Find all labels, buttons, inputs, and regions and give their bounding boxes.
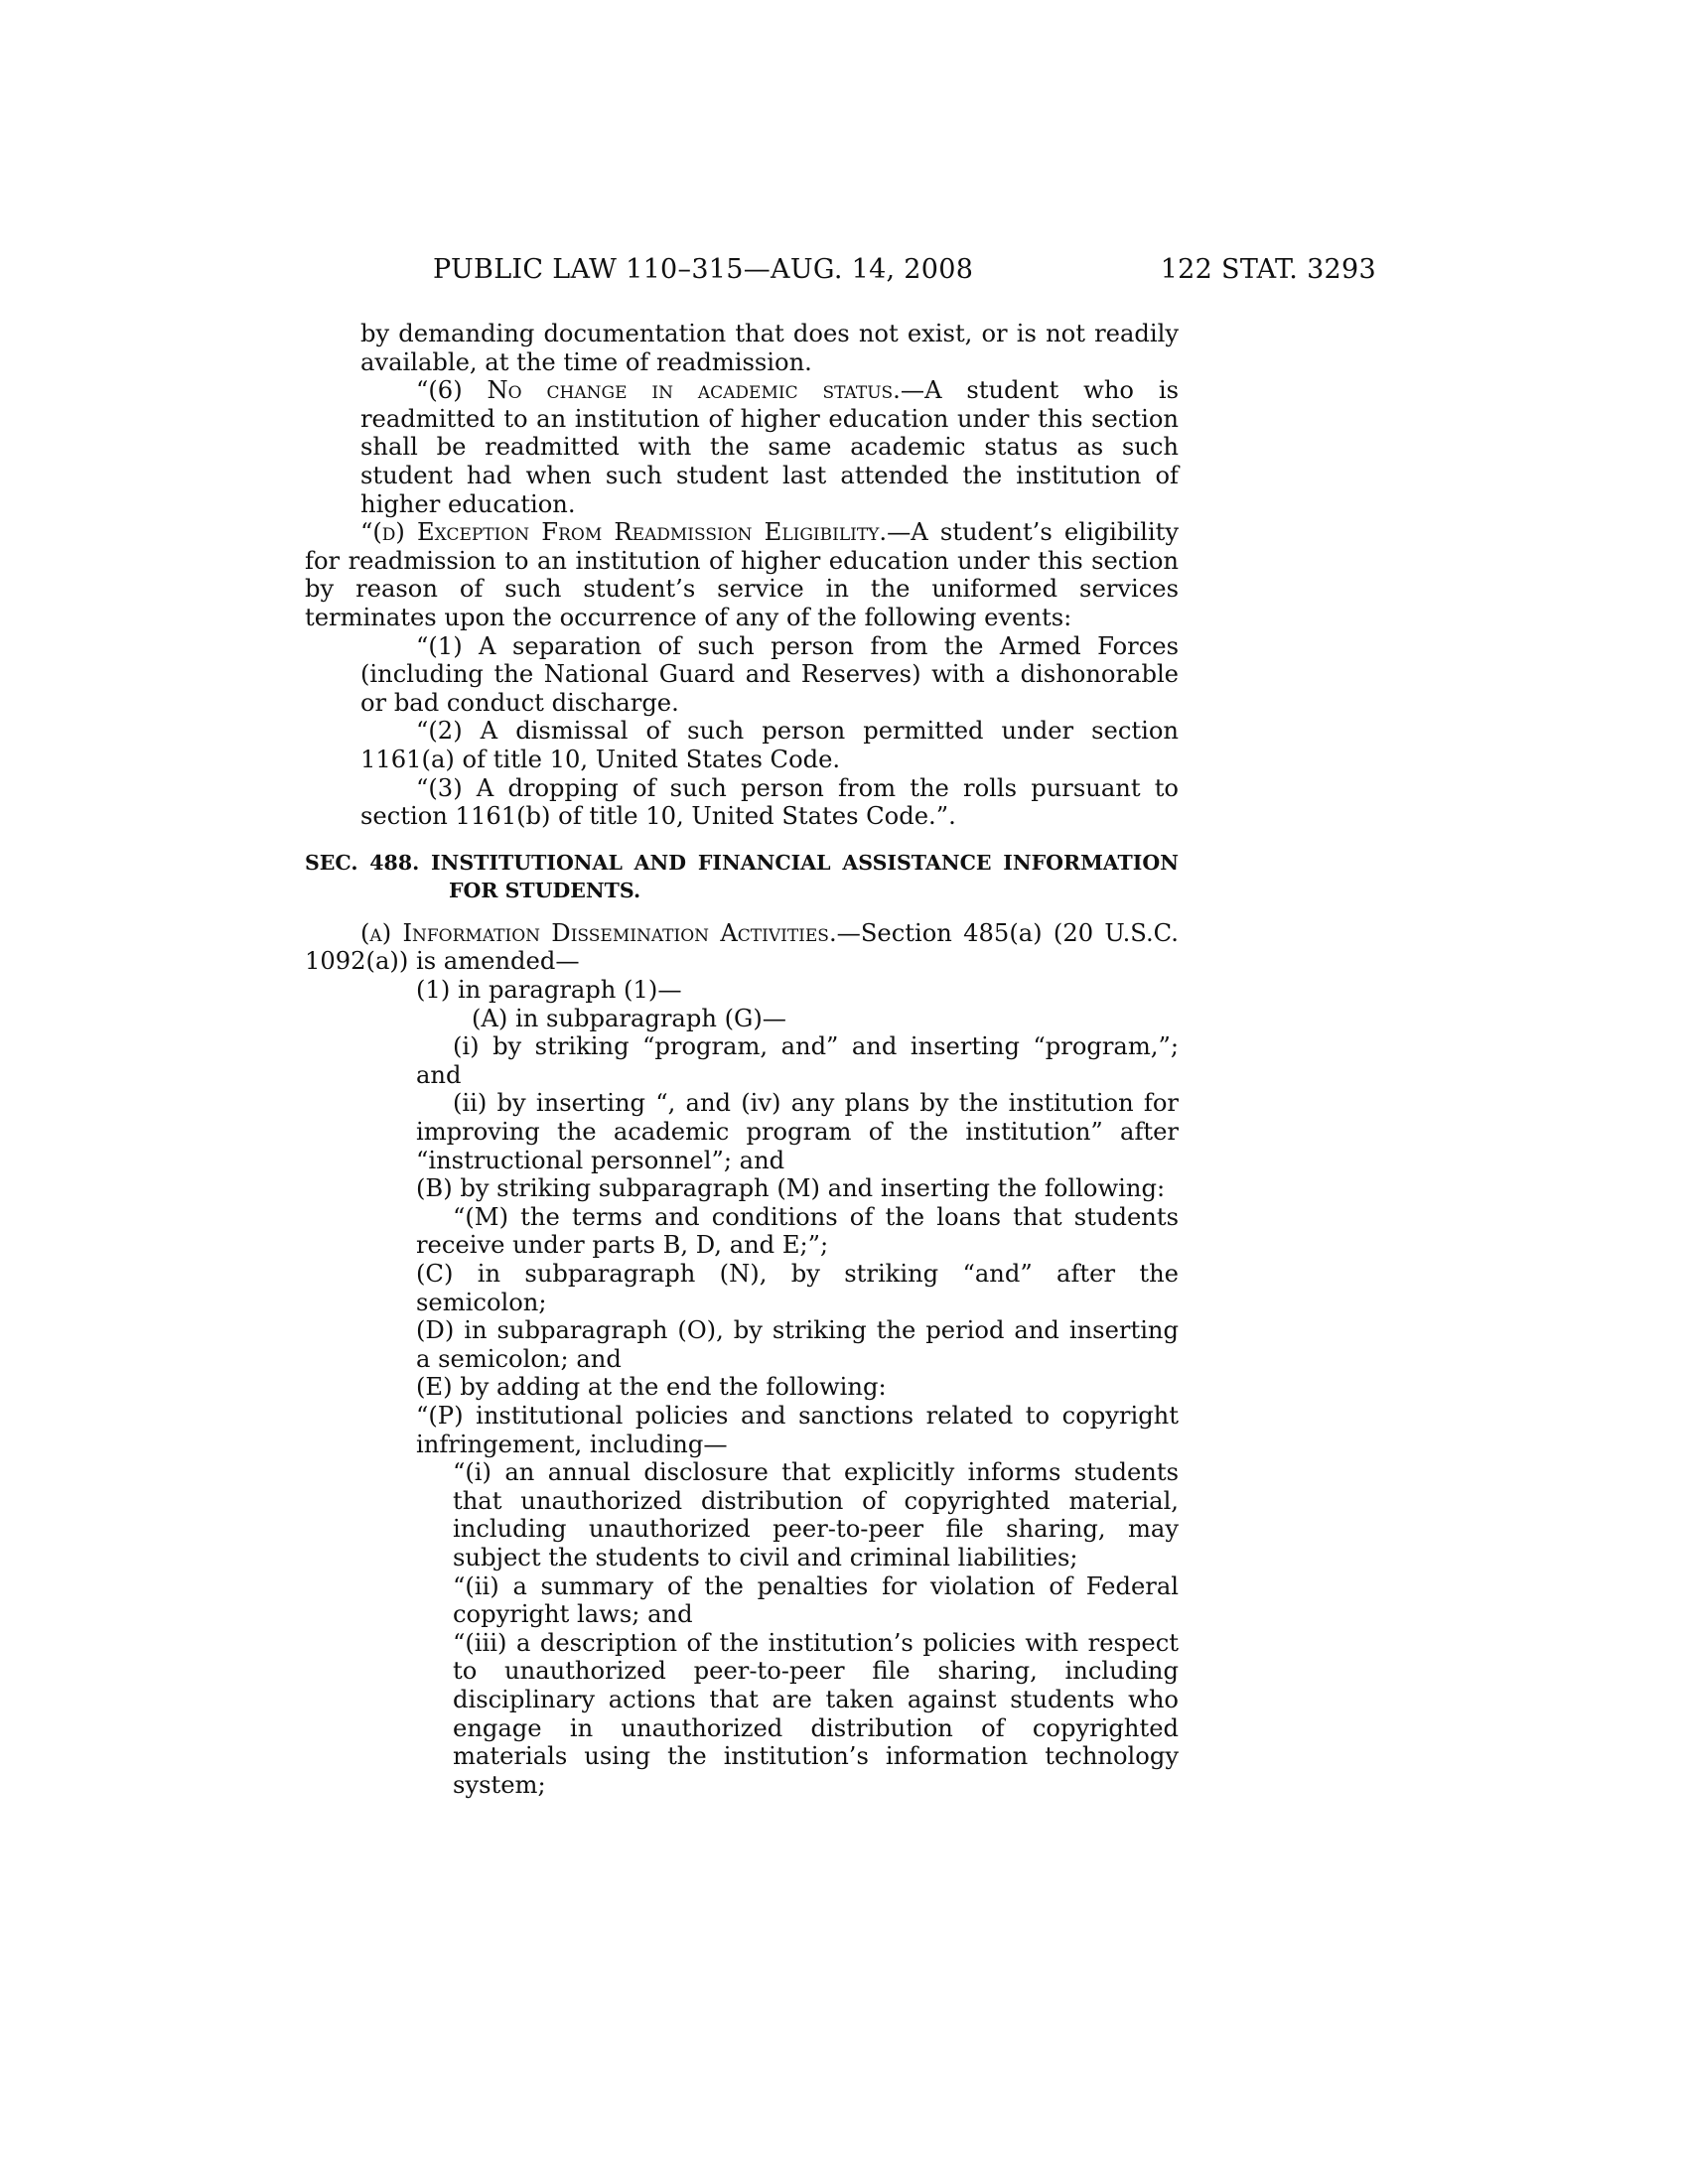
subsection-a-text: —Section 485(a) (20 U.S.C. 1092(a)) is amended— — [305, 918, 1179, 976]
item-P: “(P) institutional policies and sanctions related to copyright infringement, including— — [416, 1401, 1179, 1458]
subsection-d-heading: “(d) Exception From Readmission Eligibility. — [360, 518, 888, 547]
paragraph-6-text: —A student who is readmitted to an institution of higher education under this section shall be readmitted with the same academic status as such student had when such student last attended the institution of higher education. — [360, 376, 1179, 518]
item-D: (D) in subparagraph (O), by striking the period and inserting a semicolon; and — [416, 1316, 1179, 1373]
running-header — [433, 245, 1376, 295]
event-2: “(2) A dismissal of such person permitted under section 1161(a) of title 10, United States Code. — [360, 717, 1179, 773]
item-A-i: (i) by striking “program, and” and inserting “program,”; and — [416, 1032, 1179, 1089]
item-A: (A) in subparagraph (G)— — [472, 1004, 786, 1032]
paragraph-6 — [305, 376, 1179, 518]
document-body — [305, 320, 1179, 1799]
section-heading: SEC. 488. INSTITUTIONAL AND FINANCIAL ASSISTANCE INFORMATION FOR STUDENTS. — [305, 850, 1179, 903]
item-P-i: “(i) an annual disclosure that explicitly informs students that unauthorized distribution of copyrighted material, including unauthorized peer-to-peer file sharing, may subject the students to civil and criminal liabilities; — [453, 1458, 1179, 1571]
subsection-a — [305, 919, 1179, 976]
item-M: “(M) the terms and conditions of the loans that students receive under parts B, D, and E;”; — [416, 1202, 1179, 1260]
subsection-a-heading: (a) Information Dissemination Activities. — [360, 918, 837, 947]
event-1: “(1) A separation of such person from the Armed Forces (including the National Guard and Reserves) with a dishonorable or bad conduct discharge. — [360, 631, 1179, 717]
subsection-d-text: —A student’s eligibility for readmission to an institution of higher education under this section by reason of such student’s service in the uniformed services terminates upon the occurrence of any of the following events: — [305, 518, 1179, 631]
item-B: (B) by striking subparagraph (M) and inserting the following: — [416, 1174, 1166, 1203]
subsection-d — [305, 518, 1179, 631]
law-citation: PUBLIC LAW 110–315—AUG. 14, 2008 — [433, 254, 974, 285]
item-P-ii: “(ii) a summary of the penalties for violation of Federal copyright laws; and — [453, 1571, 1179, 1629]
event-3: “(3) A dropping of such person from the rolls pursuant to section 1161(b) of title 10, United States Code.”. — [360, 773, 1179, 831]
statute-page-number: 122 STAT. 3293 — [1160, 254, 1376, 285]
paragraph-6-heading: “(6) No change in academic status. — [416, 376, 901, 405]
item-1: (1) in paragraph (1)— — [416, 976, 682, 1005]
item-A-ii: (ii) by inserting “, and (iv) any plans by the institution for improving the academic program of the institution” after “instructional personnel”; and — [416, 1089, 1179, 1174]
item-E: (E) by adding at the end the following: — [416, 1373, 887, 1402]
item-P-iii: “(iii) a description of the institution’s policies with respect to unauthorized peer-to-peer file sharing, including disciplinary actions that are taken against students who engage in unauthorized distribution of copyrighted materials using the institution’s information technology system; — [453, 1628, 1179, 1799]
item-C: (C) in subparagraph (N), by striking “and” after the semicolon; — [416, 1260, 1179, 1316]
paragraph-continuation: by demanding documentation that does not exist, or is not readily available, at the time of readmission. — [360, 320, 1179, 376]
